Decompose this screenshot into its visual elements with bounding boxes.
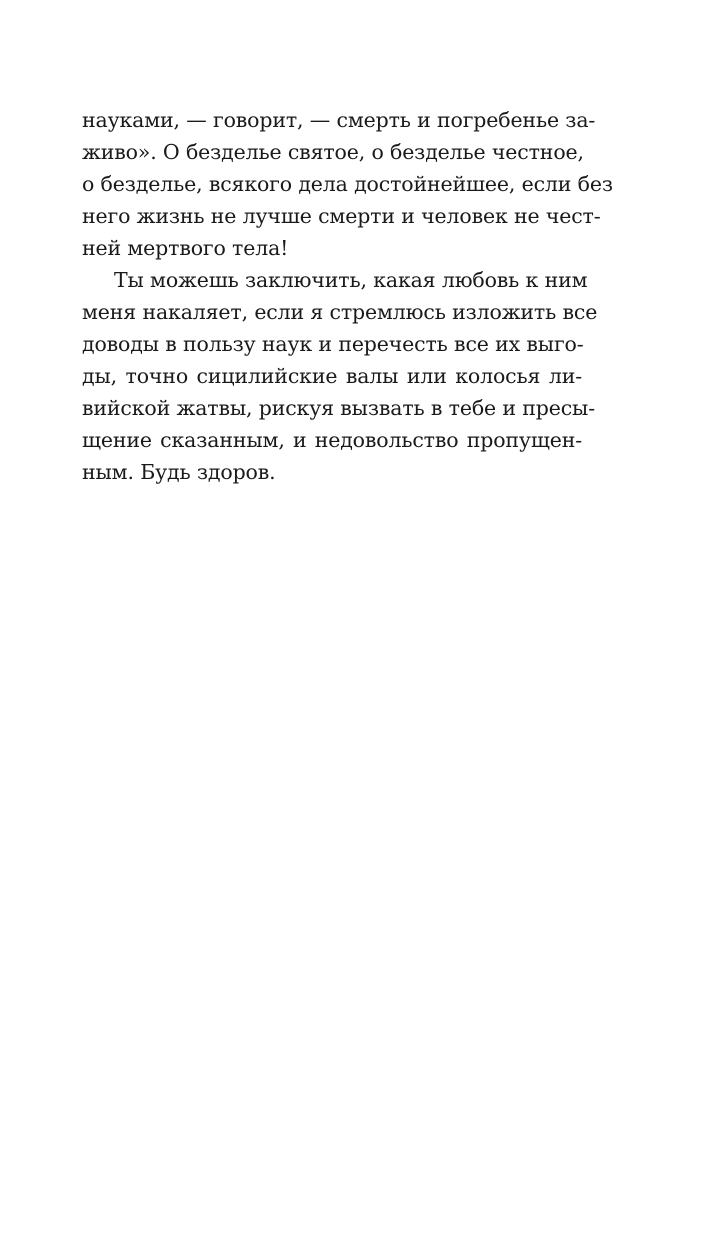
text-line: Ты можешь заключить, какая любовь к ним: [114, 268, 588, 292]
text-line: доводы в пользу наук и перечесть все их выго-: [82, 332, 584, 356]
text-line: вийской жатвы, рискуя вызвать в тебе и пресы-: [82, 396, 595, 420]
paragraph: [82, 264, 598, 488]
text-line: о безделье, всякого дела достойнейшее, если без: [82, 172, 613, 196]
text-line: ды, точно сицилийские валы или колосья ли-: [82, 364, 582, 388]
text-line: ным. Будь здоров.: [82, 460, 276, 484]
text-line: живо». О безделье святое, о безделье честное,: [82, 140, 584, 164]
text-line: науками, — говорит, — смерть и погребенье за-: [82, 108, 596, 132]
text-line: меня накаляет, если я стремлюсь изложить все: [82, 300, 598, 324]
body-text: [82, 104, 613, 488]
text-line: него жизнь не лучше смерти и человек не чест-: [82, 204, 601, 228]
paragraph: [82, 104, 613, 264]
text-line: щение сказанным, и недовольство пропущен-: [82, 428, 582, 452]
text-line: ней мертвого тела!: [82, 236, 289, 260]
